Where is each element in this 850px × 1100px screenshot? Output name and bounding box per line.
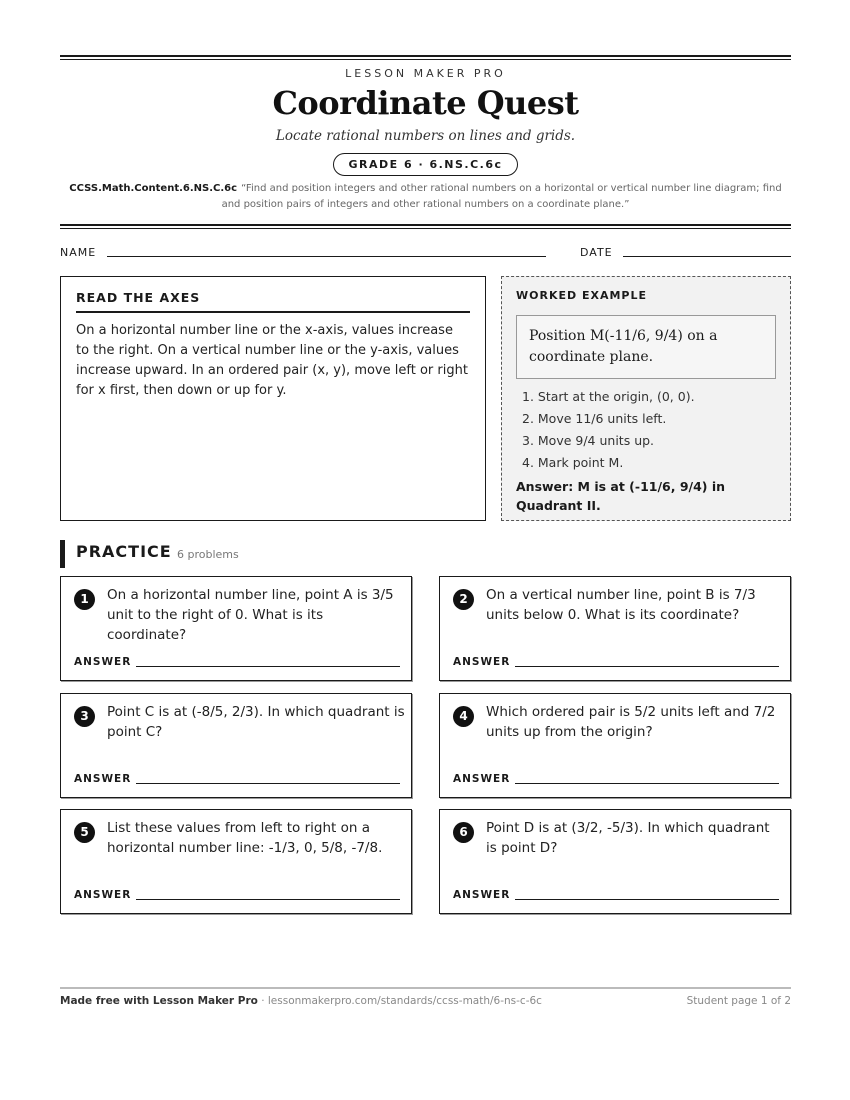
practice-heading: PRACTICE <box>76 542 172 561</box>
date-label: DATE <box>580 246 613 259</box>
brand-name: LESSON MAKER PRO <box>345 67 506 80</box>
problem-number: 6 <box>453 822 474 843</box>
answer-label: ANSWER <box>453 656 511 668</box>
date-field[interactable] <box>623 256 791 257</box>
worked-example-heading: WORKED EXAMPLE <box>516 289 647 302</box>
problem-number: 4 <box>453 706 474 727</box>
answer-field-2[interactable] <box>515 666 779 667</box>
footer-url[interactable]: · lessonmakerpro.com/standards/ccss-math/6-ns-c-6c <box>257 995 542 1007</box>
problem-card-3 <box>60 693 412 798</box>
answer-label: ANSWER <box>453 889 511 901</box>
name-label: NAME <box>60 246 97 259</box>
answer-label: ANSWER <box>74 773 132 785</box>
problem-text: Point D is at (3/2, -5/3). In which quadrant is point D? <box>486 820 770 856</box>
problem-text: On a vertical number line, point B is 7/3 units below 0. What is its coordinate? <box>486 587 756 623</box>
answer-label: ANSWER <box>453 773 511 785</box>
problem-number: 5 <box>74 822 95 843</box>
practice-count: 6 problems <box>177 548 239 561</box>
header-top-rule <box>60 55 791 60</box>
practice-accent-bar <box>60 540 65 568</box>
page-subtitle: Locate rational numbers on lines and grids. <box>275 128 576 144</box>
read-axes-panel <box>60 276 486 521</box>
problem-number: 3 <box>74 706 95 727</box>
problem-number: 2 <box>453 589 474 610</box>
standard-code: CCSS.Math.Content.6.NS.C.6c <box>69 183 238 194</box>
problem-card-1 <box>60 576 412 681</box>
worked-example-step: 4. Mark point M. <box>522 455 624 470</box>
answer-field-3[interactable] <box>136 783 400 784</box>
problem-card-4 <box>439 693 791 798</box>
worked-example-step: 2. Move 11/6 units left. <box>522 411 667 426</box>
worked-example-step: 1. Start at the origin, (0, 0). <box>522 389 695 404</box>
footer-rule <box>60 987 791 989</box>
header-bottom-rule <box>60 224 791 229</box>
name-field[interactable] <box>107 256 546 257</box>
answer-field-4[interactable] <box>515 783 779 784</box>
answer-label: ANSWER <box>74 656 132 668</box>
problem-number: 1 <box>74 589 95 610</box>
answer-label: ANSWER <box>74 889 132 901</box>
standard-text: “Find and position integers and other rational numbers on a horizontal or vertical number line diagram; find and position pairs of integers and other rational numbers on a coordinate plane.” <box>221 183 782 210</box>
answer-field-6[interactable] <box>515 899 779 900</box>
problem-text: On a horizontal number line, point A is 3/5 unit to the right of 0. What is its coordinate? <box>107 587 394 643</box>
standard-description <box>60 181 791 213</box>
read-axes-body: On a horizontal number line or the x-axis, values increase to the right. On a vertical number line or the y-axis, values increase upward. In an ordered pair (x, y), move left or right for x first, then down or up for y. <box>76 323 468 398</box>
page-title: Coordinate Quest <box>272 84 579 122</box>
worked-example-prompt: Position M(-11/6, 9/4) on a coordinate plane. <box>516 315 776 379</box>
problem-text: List these values from left to right on a horizontal number line: -1/3, 0, 5/8, -7/8. <box>107 820 383 856</box>
worked-example-step: 3. Move 9/4 units up. <box>522 433 655 448</box>
grade-badge-wrap <box>60 153 791 176</box>
problem-card-2 <box>439 576 791 681</box>
footer-made-with: Made free with Lesson Maker Pro <box>60 995 258 1007</box>
problem-card-5 <box>60 809 412 914</box>
worked-example-steps <box>516 386 776 474</box>
worksheet-page <box>60 0 791 1100</box>
problem-text: Point C is at (-8/5, 2/3). In which quadrant is point C? <box>107 704 405 740</box>
grade-badge: GRADE 6 · 6.NS.C.6c <box>333 153 517 176</box>
footer-credit <box>60 995 542 1007</box>
answer-field-5[interactable] <box>136 899 400 900</box>
read-axes-heading: READ THE AXES <box>76 290 470 313</box>
worked-example-panel <box>501 276 791 521</box>
problem-text: Which ordered pair is 5/2 units left and 7/2 units up from the origin? <box>486 704 776 740</box>
worked-example-answer: Answer: M is at (-11/6, 9/4) in Quadrant II. <box>516 479 726 513</box>
problem-card-6 <box>439 809 791 914</box>
answer-field-1[interactable] <box>136 666 400 667</box>
footer-page-number: Student page 1 of 2 <box>686 995 791 1007</box>
